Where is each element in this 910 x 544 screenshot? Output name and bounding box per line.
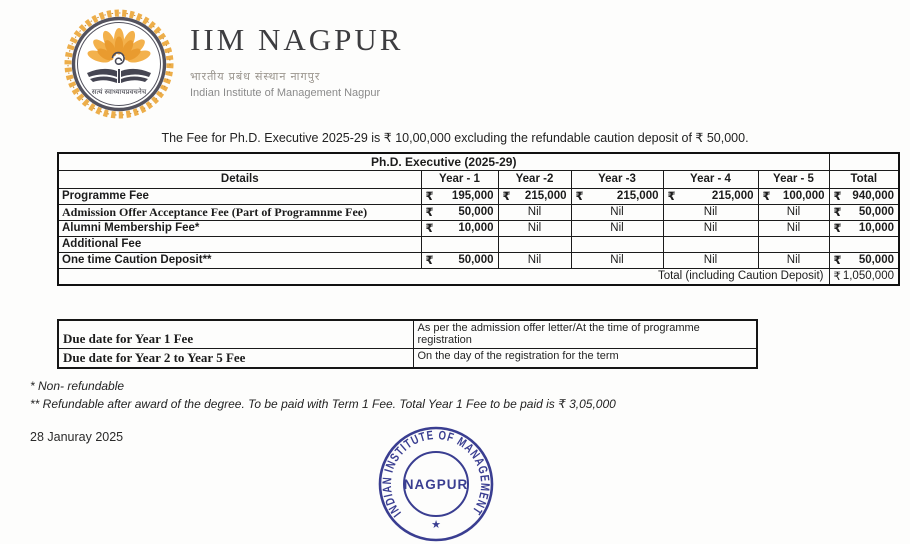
table-row	[58, 252, 899, 268]
fee-cell	[571, 188, 663, 204]
fee-cell	[571, 236, 663, 252]
logo-motto: सत्यं स्वाध्यायप्रवचनेच	[91, 89, 147, 96]
date-text: 28 Januray 2025	[30, 430, 124, 444]
fee-cell	[829, 252, 899, 268]
row-label: One time Caution Deposit**	[58, 252, 421, 268]
footnote-refundable: ** Refundable after award of the degree. To be paid with Term 1 Fee. Total Year 1 Fee to be paid is ₹ 3,05,000	[30, 397, 616, 411]
amount: 195,000	[451, 190, 494, 202]
currency-symbol: ₹	[425, 207, 434, 219]
fee-cell: Nil	[571, 220, 663, 236]
currency-symbol: ₹	[425, 191, 434, 203]
fee-cell	[421, 204, 498, 220]
currency-symbol: ₹	[833, 191, 842, 203]
due-date-year1-label: Due date for Year 1 Fee	[58, 320, 413, 348]
due-date-year1-value: As per the admission offer letter/At the time of programme registration	[413, 320, 757, 348]
fee-cell	[498, 188, 571, 204]
col-header-year3: Year -3	[571, 170, 663, 188]
table-header-row	[58, 170, 899, 188]
intro-text: The Fee for Ph.D. Executive 2025-29 is ₹ 10,00,000 excluding the refundable caution deposit of ₹ 50,000.	[161, 131, 749, 145]
table-row	[58, 236, 899, 252]
fee-cell	[421, 236, 498, 252]
currency-symbol: ₹	[575, 191, 584, 203]
due-date-table	[57, 319, 758, 369]
currency-symbol: ₹	[833, 207, 842, 219]
fee-cell	[829, 236, 899, 252]
amount: 940,000	[852, 190, 894, 202]
fee-cell: Nil	[758, 220, 829, 236]
stamp-ring-text: INDIAN INSTITUTE OF MANAGEMENT	[379, 427, 493, 520]
fee-cell	[758, 188, 829, 204]
grand-total-cell	[829, 268, 899, 285]
footnote-non-refundable: * Non- refundable	[30, 379, 125, 393]
fee-cell: Nil	[498, 252, 571, 268]
fee-cell: Nil	[663, 252, 758, 268]
currency-symbol: ₹	[833, 271, 841, 284]
brand-block	[190, 22, 403, 99]
col-header-year5: Year - 5	[758, 170, 829, 188]
fee-cell	[663, 236, 758, 252]
row-label: Additional Fee	[58, 236, 421, 252]
amount: 50,000	[458, 254, 494, 266]
table-row	[58, 320, 757, 348]
currency-symbol: ₹	[833, 255, 842, 267]
fee-table	[57, 152, 900, 286]
grand-total-amount: 1,050,000	[842, 270, 894, 283]
stamp-center-text: NAGPUR	[403, 477, 469, 492]
currency-symbol: ₹	[762, 191, 771, 203]
amount: 215,000	[711, 190, 754, 202]
table-row	[58, 188, 899, 204]
fee-cell: Nil	[498, 204, 571, 220]
col-header-details: Details	[58, 170, 421, 188]
amount: 215,000	[524, 190, 567, 202]
row-label: Alumni Membership Fee*	[58, 220, 421, 236]
amount: 100,000	[782, 190, 825, 202]
currency-symbol: ₹	[502, 191, 511, 203]
total-label: Total (including Caution Deposit)	[58, 268, 829, 285]
fee-cell	[829, 204, 899, 220]
fee-cell: Nil	[571, 252, 663, 268]
table-title-row	[58, 153, 899, 170]
institute-stamp-icon	[375, 424, 497, 544]
amount: 215,000	[616, 190, 659, 202]
fee-cell	[421, 220, 498, 236]
fee-cell	[829, 220, 899, 236]
table-row	[58, 220, 899, 236]
fee-cell: Nil	[498, 220, 571, 236]
col-header-year1: Year - 1	[421, 170, 498, 188]
fee-cell	[421, 188, 498, 204]
empty-cell	[829, 153, 899, 170]
star-icon: ★	[431, 519, 441, 531]
table-row	[58, 204, 899, 220]
table-total-row	[58, 268, 899, 285]
amount: 50,000	[858, 254, 894, 266]
amount: 50,000	[858, 206, 894, 218]
brand-name-hindi: भारतीय प्रबंध संस्थान नागपुर	[190, 71, 321, 83]
due-date-year2to5-label: Due date for Year 2 to Year 5 Fee	[58, 348, 413, 368]
fee-cell: Nil	[663, 220, 758, 236]
fee-cell	[421, 252, 498, 268]
col-header-total: Total	[829, 170, 899, 188]
currency-symbol: ₹	[667, 191, 676, 203]
row-label: Admission Offer Acceptance Fee (Part of Programnme Fee)	[58, 204, 421, 220]
table-row	[58, 348, 757, 368]
col-header-year4: Year - 4	[663, 170, 758, 188]
fee-cell: Nil	[758, 204, 829, 220]
amount: 10,000	[458, 222, 494, 234]
currency-symbol: ₹	[425, 223, 434, 235]
brand-name-english: Indian Institute of Management Nagpur	[190, 87, 381, 99]
iim-logo-icon	[64, 9, 174, 119]
fee-cell	[758, 236, 829, 252]
amount: 50,000	[458, 206, 494, 218]
svg-text:INDIAN INSTITUTE OF MANAGEMENT	[380, 428, 492, 520]
col-header-year2: Year -2	[498, 170, 571, 188]
fee-cell	[498, 236, 571, 252]
fee-cell: Nil	[571, 204, 663, 220]
fee-cell: Nil	[758, 252, 829, 268]
currency-symbol: ₹	[833, 223, 842, 235]
fee-cell	[663, 188, 758, 204]
fee-cell: Nil	[663, 204, 758, 220]
brand-name: IIM NAGPUR	[190, 22, 404, 57]
amount: 10,000	[858, 222, 894, 234]
table-title: Ph.D. Executive (2025-29)	[58, 153, 829, 170]
row-label: Programme Fee	[58, 188, 421, 204]
due-date-year2to5-value: On the day of the registration for the term	[413, 348, 757, 368]
fee-cell	[829, 188, 899, 204]
currency-symbol: ₹	[425, 255, 434, 267]
